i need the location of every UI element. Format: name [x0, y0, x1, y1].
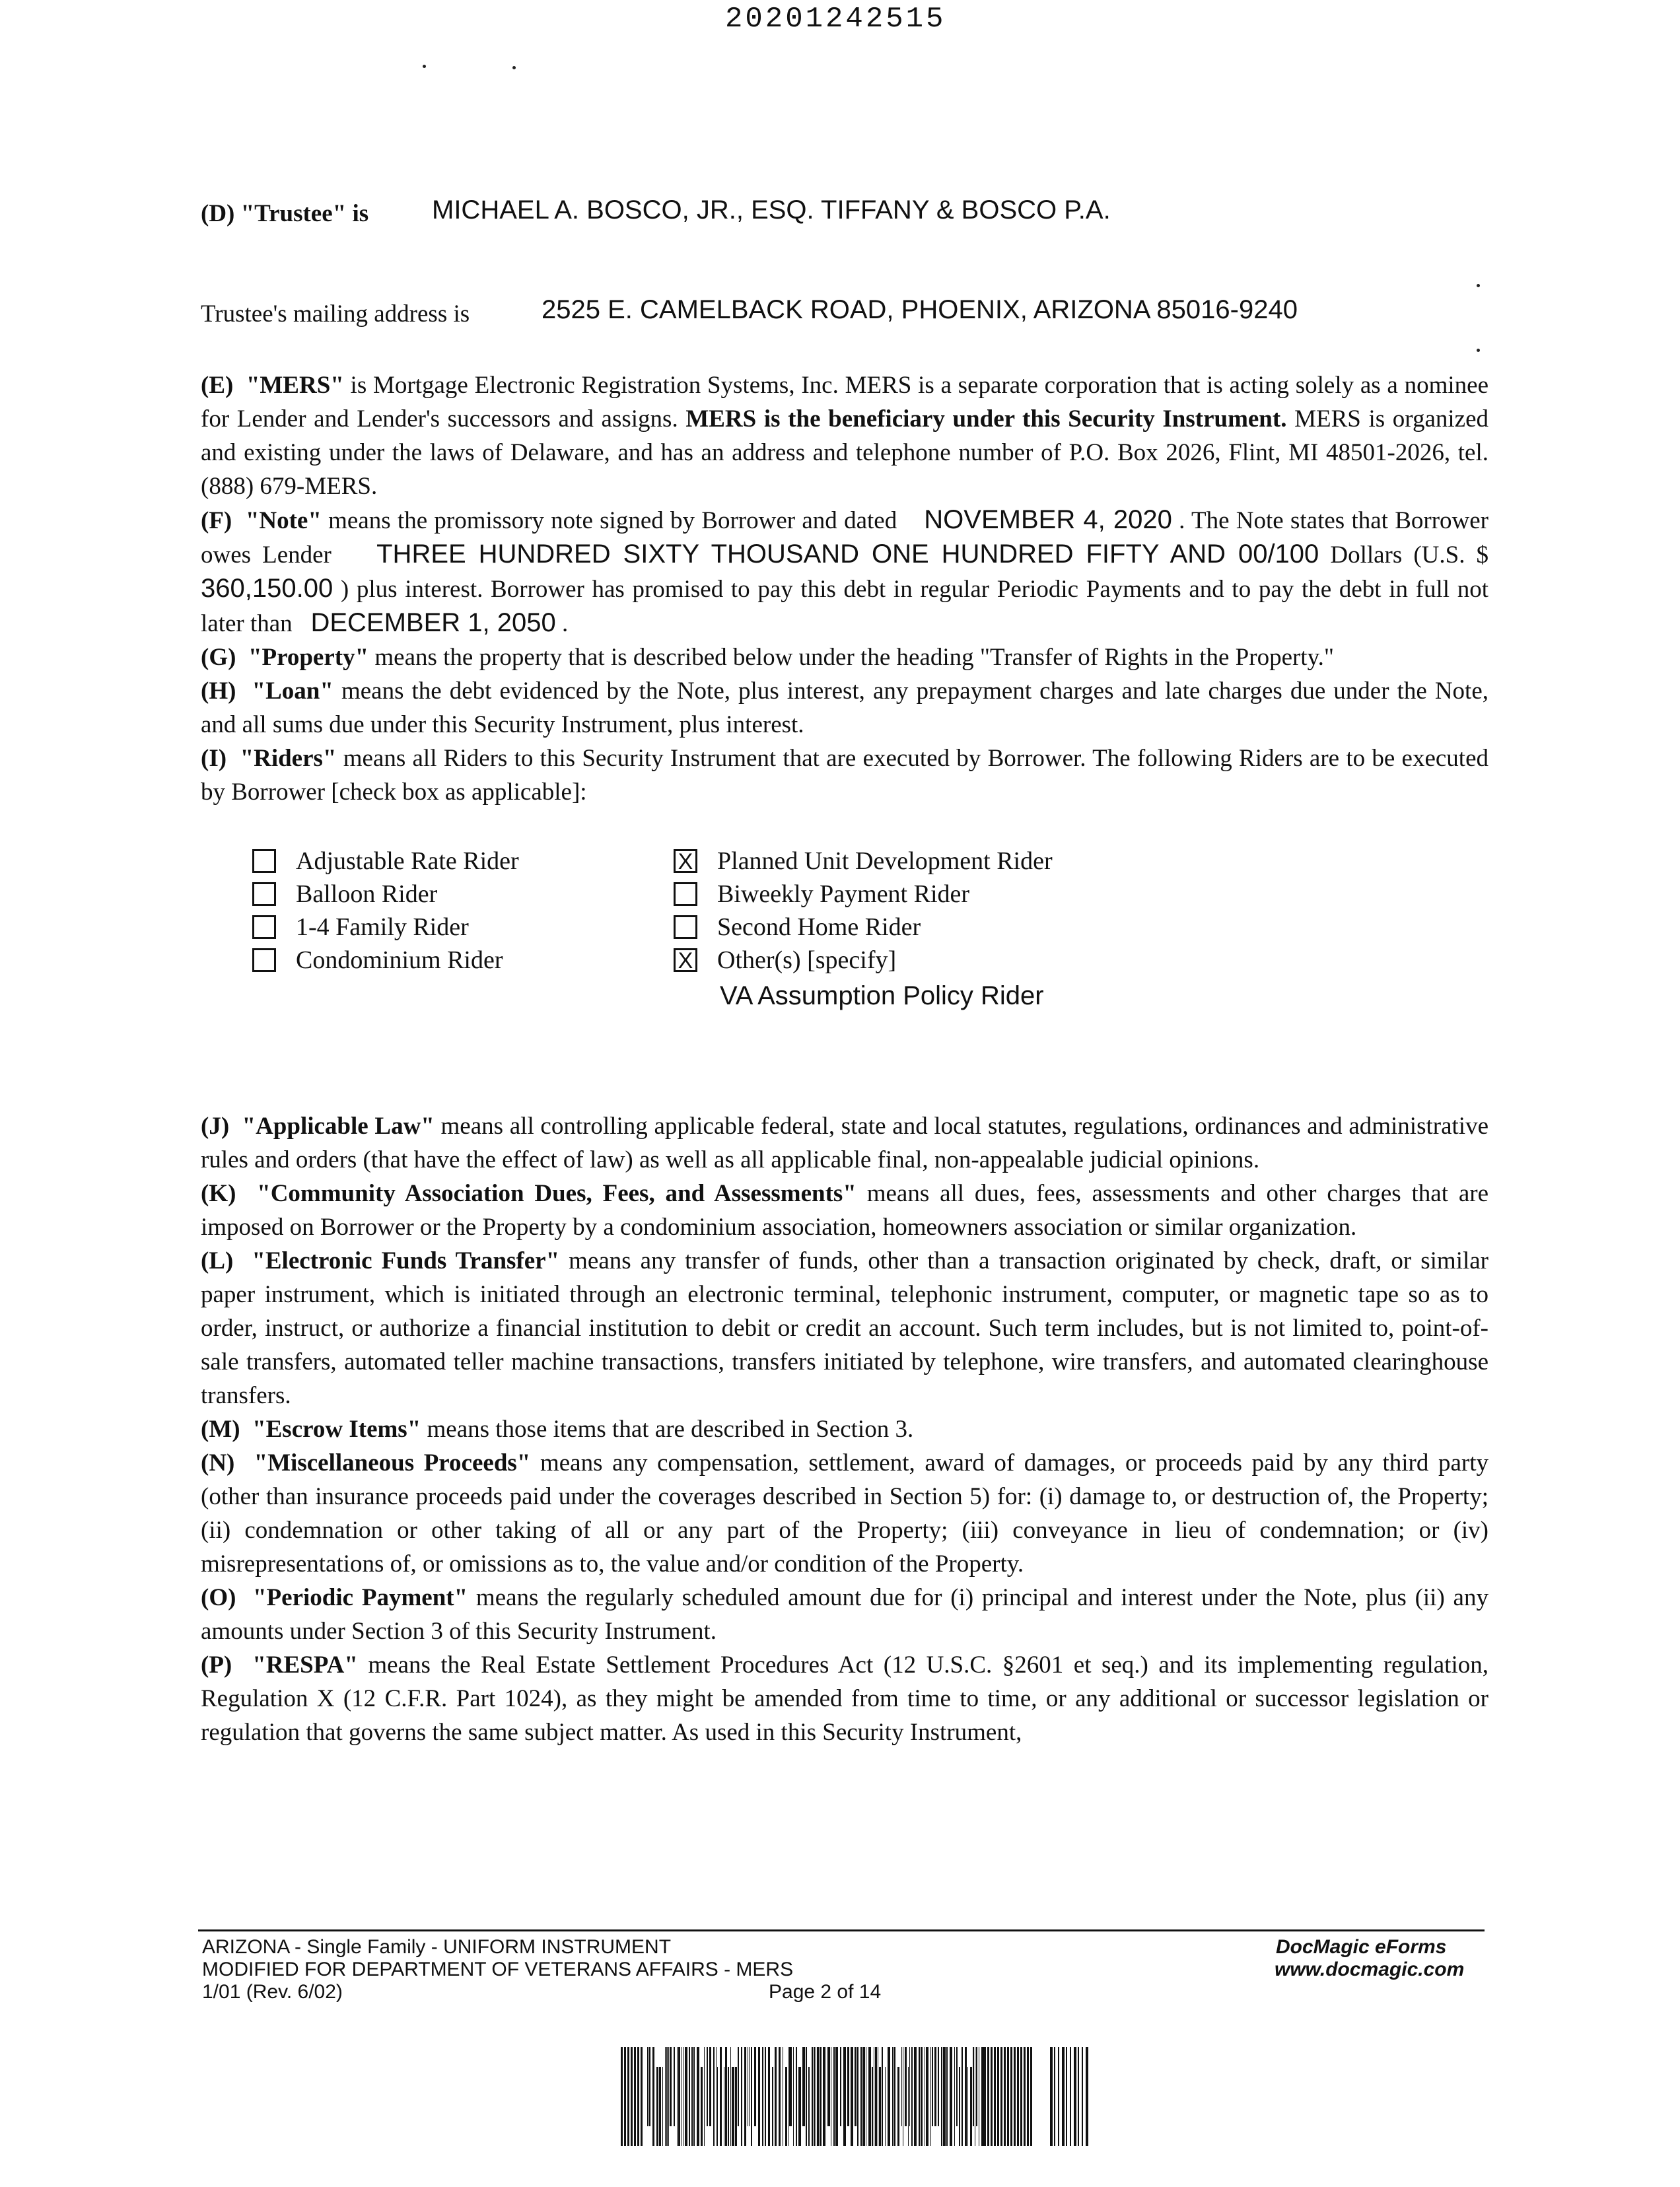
barcode-bar — [1062, 2047, 1065, 2146]
barcode-bar — [827, 2047, 830, 2126]
barcode-bar — [872, 2067, 873, 2146]
definition-property: (G) "Property" means the property that is described below under the heading "Transfer of Rights in the Property." — [201, 644, 1335, 671]
footer-form-subtitle: MODIFIED FOR DEPARTMENT OF VETERANS AFFAIRS - MERS — [202, 1959, 794, 1980]
barcode-bar — [893, 2047, 895, 2146]
barcode-bar — [970, 2067, 972, 2146]
barcode-bar — [793, 2047, 794, 2146]
barcode-bar — [758, 2047, 760, 2146]
barcode-icon — [614, 2047, 1090, 2146]
barcode-bar — [973, 2047, 974, 2126]
barcode-bar — [730, 2047, 731, 2146]
barcode-bar — [950, 2047, 952, 2146]
barcode-bar — [749, 2047, 750, 2126]
checkbox-checked-icon[interactable]: X — [674, 849, 697, 873]
barcode-bar — [938, 2047, 939, 2126]
definition-mers: (E) "MERS" is Mortgage Electronic Registration Systems, Inc. MERS is a separate corporation that is acting solely as a nominee for Lender and Lender's successors and assigns. MERS is the beneficiary under this Security Instrument. MERS is organized and existing under the laws of Delaware, and has an address and telephone number of P.O. Box 2026, Flint, MI 48501-2026, tel. (888) 679-MERS. — [201, 372, 1488, 500]
checkbox-icon[interactable] — [252, 849, 276, 873]
barcode-bar — [697, 2047, 699, 2146]
barcode-bar — [709, 2047, 711, 2126]
definition-applicable-law: (J) "Applicable Law" means all controlling applicable federal, state and local statutes, regulations, ordinances and administrative rules and orders (that have the effect of law) as well as all applicable final, non-appealable judicial opinions. — [201, 1113, 1488, 1173]
barcode-bar — [855, 2047, 857, 2126]
barcode-bar — [725, 2047, 727, 2146]
barcode-bar — [885, 2067, 886, 2146]
barcode-bar — [961, 2047, 962, 2146]
barcode-bar — [943, 2047, 946, 2146]
barcode-bar — [691, 2047, 693, 2146]
barcode-bar — [720, 2047, 722, 2146]
definition-note: (F) "Note" means the promissory note signed by Borrower and dated NOVEMBER 4, 2020 . The Note states that Borrower owes Lender THREE HUNDRED SIXTY THOUSAND ONE HUNDRED FIFTY AND 00/100 Dollars (U.S. $ 360,150.00 ) plus interest. Borrower has promised to pay this debt in regular Periodic Payments and to pay the debt in full not later than DECEMBER 1, 2050 . — [201, 505, 1489, 637]
barcode-bar — [808, 2067, 810, 2146]
barcode-bar — [634, 2047, 636, 2146]
barcode-bar — [909, 2047, 910, 2126]
barcode-bar — [1020, 2047, 1022, 2146]
barcode-bar — [997, 2047, 999, 2146]
barcode-bar — [1070, 2047, 1071, 2146]
barcode-bar — [670, 2047, 672, 2126]
definition-periodic-payment: (O) "Periodic Payment" means the regularly scheduled amount due for (i) principal and interest under the Note, plus (ii) any amounts under Section 3 of this Security Instrument. — [201, 1584, 1488, 1645]
barcode-bar — [897, 2067, 899, 2146]
barcode-bar — [840, 2047, 841, 2126]
barcode-bar — [713, 2047, 715, 2146]
checkbox-icon[interactable] — [252, 882, 276, 906]
barcode-bar — [817, 2047, 819, 2146]
barcode-bar — [668, 2047, 669, 2146]
barcode-bar — [921, 2047, 923, 2146]
definitions-lower — [201, 1109, 1488, 1749]
barcode-bar — [652, 2047, 654, 2146]
barcode-bar — [627, 2047, 629, 2146]
rider-label: Adjustable Rate Rider — [296, 847, 519, 875]
barcode-bar — [823, 2047, 825, 2146]
barcode-bar — [956, 2047, 958, 2126]
checkbox-icon[interactable] — [674, 915, 697, 939]
barcode-bar — [965, 2047, 967, 2146]
barcode-bar — [934, 2047, 936, 2126]
trustee-name: MICHAEL A. BOSCO, JR., ESQ. TIFFANY & BOSCO P.A. — [432, 195, 1111, 225]
definition-escrow-items: (M) "Escrow Items" means those items that are described in Section 3. — [201, 1416, 914, 1443]
definition-respa: (P) "RESPA" means the Real Estate Settlement Procedures Act (12 U.S.C. §2601 et seq.) and its implementing regulation, Regulation X (12 C.F.R. Part 1024), as they might be amended from time to time, or any additional or successor legislation or regulation that governs the same subject matter. As used in this Security Instrument, — [201, 1651, 1488, 1746]
rider-label: Second Home Rider — [717, 913, 921, 941]
barcode-bar — [962, 2047, 963, 2146]
scan-mark — [1477, 284, 1480, 287]
barcode-bar — [814, 2047, 815, 2146]
barcode-bar — [674, 2047, 675, 2126]
rider-condominium[interactable] — [252, 946, 503, 975]
barcode-bar — [741, 2047, 742, 2146]
barcode-bar — [914, 2047, 917, 2146]
barcode-bar — [875, 2047, 877, 2146]
definition-loan: (H) "Loan" means the debt evidenced by the Note, plus interest, any prepayment charges and late charges due under the Note, and all sums due under this Security Instrument, plus interest. — [201, 677, 1489, 738]
barcode-bar — [984, 2047, 986, 2146]
barcode-bar — [954, 2047, 955, 2146]
barcode-bar — [717, 2067, 718, 2146]
barcode-bar — [976, 2047, 977, 2126]
barcode-bar — [892, 2047, 893, 2146]
barcode-bar — [772, 2067, 773, 2146]
rider-1-4-family[interactable] — [252, 913, 469, 942]
barcode-bar — [835, 2047, 838, 2146]
barcode-bar — [981, 2047, 984, 2146]
barcode-bar — [637, 2047, 639, 2146]
barcode-bar — [879, 2067, 881, 2146]
barcode-bar — [1086, 2047, 1088, 2146]
barcode-bar — [820, 2047, 822, 2146]
rider-second-home[interactable] — [674, 913, 921, 942]
definition-miscellaneous-proceeds: (N) "Miscellaneous Proceeds" means any compensation, settlement, award of damages, or proceeds paid by any third party (other than insurance proceeds paid under the coverages described in Section 5) for: (i) damage to, or destruction of, the Property; (ii) condemnation or other taking of all or any part of the Property; (iii) conveyance in lieu of condemnation; or (iv) misrepresentations of, or omissions as to, the value and/or condition of the Property. — [201, 1449, 1488, 1578]
barcode-bar — [1074, 2047, 1076, 2146]
barcode-bar — [843, 2047, 846, 2146]
trustee-label: (D) "Trustee" is — [201, 200, 369, 227]
barcode-bar — [1004, 2047, 1006, 2146]
scan-mark — [423, 65, 426, 68]
barcode-bar — [735, 2067, 737, 2146]
barcode-bar — [812, 2047, 813, 2146]
barcode-bar — [678, 2047, 680, 2146]
barcode-bar — [796, 2047, 797, 2146]
scan-mark — [512, 66, 516, 69]
barcode-bar — [994, 2047, 996, 2146]
footer-website: www.docmagic.com — [1275, 1959, 1465, 1980]
barcode-bar — [624, 2047, 626, 2146]
checkbox-checked-icon[interactable]: X — [674, 948, 697, 972]
barcode-bar — [1000, 2047, 1002, 2146]
barcode-bar — [1010, 2047, 1012, 2146]
definitions-upper — [201, 368, 1488, 809]
barcode-bar — [862, 2047, 865, 2146]
barcode-bar — [1050, 2047, 1053, 2146]
barcode-bar — [775, 2047, 777, 2146]
rider-label: Biweekly Payment Rider — [717, 880, 970, 908]
barcode-bar — [621, 2047, 623, 2146]
barcode-bar — [662, 2067, 663, 2146]
barcode-bar — [1014, 2047, 1016, 2146]
rider-label: Other(s) [specify] — [717, 946, 897, 974]
rider-planned-unit-development[interactable] — [674, 847, 1053, 876]
barcode-bar — [649, 2047, 650, 2126]
barcode-bar — [701, 2067, 703, 2146]
barcode-bar — [987, 2047, 989, 2146]
rider-other[interactable] — [674, 946, 896, 975]
rider-other-specify: VA Assumption Policy Rider — [720, 981, 1044, 1010]
barcode-bar — [631, 2047, 633, 2146]
footer-divider — [198, 1929, 1485, 1931]
barcode-bar — [941, 2047, 942, 2146]
barcode-bar — [677, 2047, 678, 2146]
barcode-bar — [1027, 2047, 1029, 2146]
barcode-bar — [728, 2067, 729, 2146]
barcode-bar — [905, 2047, 907, 2126]
barcode-bar — [851, 2047, 853, 2146]
barcode-bar — [1054, 2047, 1055, 2146]
rider-adjustable-rate[interactable] — [252, 847, 519, 876]
barcode-bar — [919, 2047, 920, 2146]
barcode-bar — [1078, 2047, 1079, 2146]
document-number: 20201242515 — [725, 3, 946, 36]
barcode-bar — [888, 2047, 890, 2146]
barcode-bar — [762, 2047, 763, 2146]
barcode-bar — [806, 2047, 807, 2146]
barcode-bar — [857, 2047, 858, 2146]
note-maturity-date: DECEMBER 1, 2050 — [310, 608, 556, 637]
barcode-bar — [665, 2047, 666, 2146]
barcode-bar — [991, 2047, 993, 2146]
barcode-bar — [656, 2067, 658, 2146]
barcode-bar — [1030, 2047, 1032, 2146]
footer-form-title: ARIZONA - Single Family - UNIFORM INSTRUMENT — [202, 1936, 672, 1958]
trustee-address-label: Trustee's mailing address is — [201, 300, 470, 328]
definition-community-association: (K) "Community Association Dues, Fees, and Assessments" means all dues, fees, assessments and other charges that are imposed on Borrower or the Property by a condominium association, homeowners association or similar organization. — [201, 1180, 1488, 1241]
barcode-bar — [647, 2047, 648, 2126]
trustee-address: 2525 E. CAMELBACK ROAD, PHOENIX, ARIZONA 85016-9240 — [542, 295, 1298, 324]
barcode-bar — [1082, 2047, 1083, 2146]
barcode-bar — [641, 2047, 643, 2146]
definition-riders: (I) "Riders" means all Riders to this Security Instrument that are executed by Borrower. The following Riders are to be executed by Borrower [check box as applicable]: — [201, 745, 1488, 806]
barcode-bar — [833, 2047, 835, 2146]
barcode-bar — [802, 2047, 805, 2126]
barcode-bar — [689, 2047, 690, 2146]
barcode-bar — [926, 2047, 928, 2146]
barcode-bar — [1058, 2047, 1059, 2146]
note-date: NOVEMBER 4, 2020 — [924, 505, 1172, 534]
rider-balloon[interactable] — [252, 880, 437, 909]
barcode-bar — [704, 2047, 705, 2146]
barcode-bar — [1024, 2047, 1026, 2146]
barcode-bar — [707, 2047, 708, 2126]
rider-label: Planned Unit Development Rider — [717, 847, 1053, 875]
checkbox-icon[interactable] — [252, 915, 276, 939]
note-amount-words: THREE HUNDRED SIXTY THOUSAND ONE HUNDRED FIFTY AND 00/100 — [376, 539, 1319, 569]
barcode-bar — [779, 2047, 781, 2146]
barcode-bar — [847, 2047, 849, 2126]
barcode-bar — [768, 2047, 770, 2146]
barcode-bar — [685, 2047, 687, 2146]
barcode-bar — [716, 2047, 717, 2146]
rider-label: 1-4 Family Rider — [296, 913, 469, 941]
footer-form-revision: 1/01 (Rev. 6/02) — [202, 1981, 343, 2003]
rider-label: Condominium Rider — [296, 946, 503, 974]
barcode-bar — [789, 2047, 792, 2126]
barcode-bar — [967, 2067, 968, 2146]
barcode-bar — [1066, 2047, 1067, 2146]
barcode-bar — [751, 2047, 752, 2146]
barcode-bar — [911, 2047, 913, 2146]
barcode-bar — [860, 2047, 862, 2146]
note-amount: 360,150.00 — [201, 574, 333, 603]
barcode-bar — [744, 2047, 746, 2146]
rider-label: Balloon Rider — [296, 880, 438, 908]
barcode-bar — [785, 2067, 787, 2146]
barcode-bar — [959, 2067, 960, 2146]
barcode-bar — [901, 2047, 902, 2126]
scan-mark — [1477, 349, 1480, 352]
checkbox-icon[interactable] — [674, 882, 697, 906]
checkbox-icon[interactable] — [252, 948, 276, 972]
footer-brand-logo: DocMagic eForms — [1276, 1936, 1447, 1958]
barcode-bar — [798, 2067, 801, 2146]
barcode-bar — [882, 2047, 883, 2146]
barcode-bar — [738, 2047, 739, 2126]
barcode-bar — [754, 2047, 756, 2126]
barcode-bar — [908, 2067, 909, 2146]
barcode-bar — [693, 2047, 695, 2146]
barcode-bar — [868, 2047, 871, 2146]
definition-electronic-funds-transfer: (L) "Electronic Funds Transfer" means any transfer of funds, other than a transaction originated by check, draft, or similar paper instrument, which is initiated through an electronic terminal, telephonic instrument, computer, or magnetic tape so as to order, instruct, or authorize a financial institution to debit or credit an account. Such term includes, but is not limited to, point-of-sale transfers, automated teller machine transactions, transfers initiated by telephone, wire transfers, and automated clearinghouse transfers. — [201, 1247, 1489, 1409]
barcode-bar — [930, 2047, 931, 2146]
rider-biweekly-payment[interactable] — [674, 880, 969, 909]
barcode-bar — [659, 2067, 661, 2146]
barcode-bar — [732, 2067, 734, 2146]
footer-page-number: Page 2 of 14 — [769, 1981, 882, 2003]
barcode-bar — [666, 2047, 668, 2146]
barcode-bar — [765, 2047, 766, 2146]
barcode-bar — [946, 2047, 948, 2146]
barcode-bar — [1017, 2047, 1019, 2146]
barcode-bar — [1007, 2047, 1009, 2146]
barcode-bar — [932, 2047, 933, 2126]
